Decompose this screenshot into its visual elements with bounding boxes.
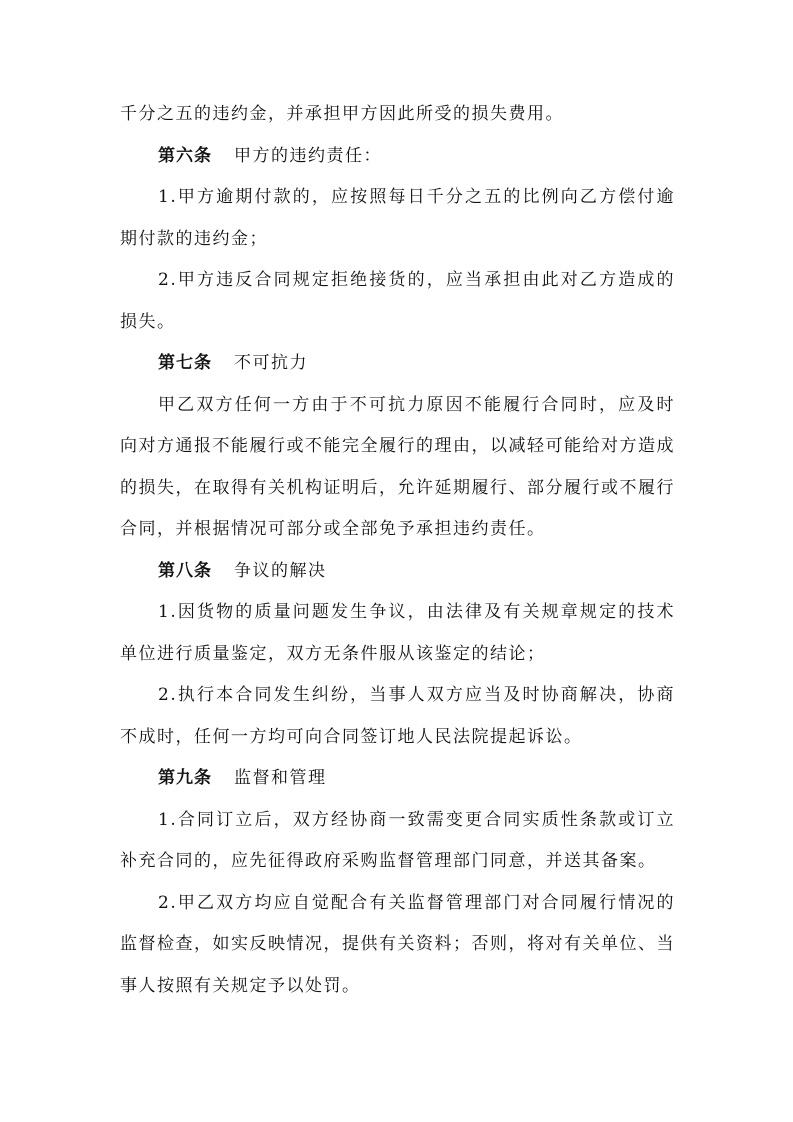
article-6-heading bbox=[120, 136, 675, 178]
article-7-body: 甲乙双方任何一方由于不可抗力原因不能履行合同时，应及时向对方通报不能履行或不能完全履行的理由，以减轻可能给对方造成的损失，在取得有关机构证明后，允许延期履行、部分履行或不履行合同，并根据情况可部分或全部免予承担违约责任。 bbox=[120, 394, 675, 539]
article-6-subtitle: 甲方的违约责任： bbox=[234, 145, 382, 166]
article-7-subtitle: 不可抗力 bbox=[234, 353, 308, 373]
article-8-subtitle: 争议的解决 bbox=[234, 560, 327, 581]
article-9-subtitle: 监督和管理 bbox=[234, 768, 327, 788]
contract-text bbox=[120, 94, 675, 1007]
continuation-paragraph: 千分之五的违约金，并承担甲方因此所受的损失费用。 bbox=[120, 104, 564, 124]
article-8-heading bbox=[120, 551, 675, 593]
article-9-item-1: 1.合同订立后，双方经协商一致需变更合同实质性条款或订立补充合同的，应先征得政府采购监督管理部门同意，并送其备案。 bbox=[120, 809, 675, 871]
article-9-item-2: 2.甲乙双方均应自觉配合有关监督管理部门对合同履行情况的监督检查，如实反映情况，提供有关资料；否则，将对有关单位、当事人按照有关规定予以处罚。 bbox=[120, 892, 675, 996]
article-6-item-1: 1.甲方逾期付款的，应按照每日千分之五的比例向乙方偿付逾期付款的违约金； bbox=[120, 187, 675, 249]
article-8-item-1: 1.因货物的质量问题发生争议，由法律及有关规章规定的技术单位进行质量鉴定，双方无条件服从该鉴定的结论； bbox=[120, 602, 675, 664]
article-8-item-2: 2.执行本合同发生纠纷，当事人双方应当及时协商解决，协商不成时，任何一方均可向合同签订地人民法院提起诉讼。 bbox=[120, 685, 675, 747]
article-8-title: 第八条 bbox=[158, 560, 212, 581]
article-9-title: 第九条 bbox=[158, 768, 212, 788]
article-9-heading bbox=[120, 758, 675, 800]
article-6-item-2: 2.甲方违反合同规定拒绝接货的，应当承担由此对乙方造成的损失。 bbox=[120, 270, 675, 332]
article-6-title: 第六条 bbox=[158, 145, 212, 166]
article-7-title: 第七条 bbox=[158, 353, 212, 373]
article-7-heading bbox=[120, 343, 675, 385]
